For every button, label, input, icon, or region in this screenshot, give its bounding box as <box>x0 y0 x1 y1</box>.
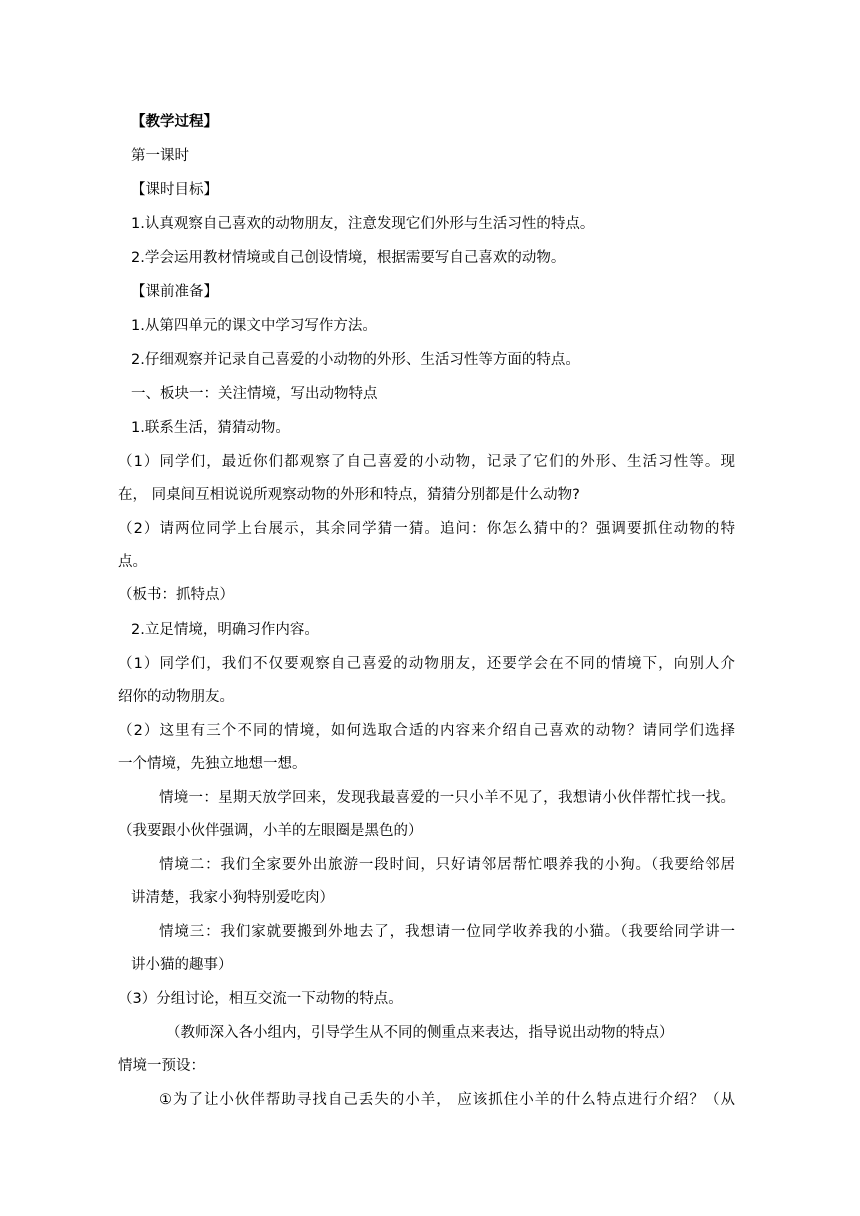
scenario-1-preset-heading: 情境一预设： <box>118 1058 205 1074</box>
teacher-note: （教师深入各小组内，引导学生从不同的侧重点来表达，指导说出动物的特点） <box>166 1025 674 1041</box>
block-one-heading: 一、板块一：关注情境，写出动物特点 <box>131 386 378 402</box>
goal-item-2: 2.学会运用教材情境或自己创设情境，根据需要写自己喜欢的动物。 <box>131 250 566 266</box>
paragraph-line: （3）分组讨论，相互交流一下动物的特点。 <box>118 991 403 1007</box>
step-1-heading: 1.联系生活，猜猜动物。 <box>131 420 290 436</box>
board-note: （板书：抓特点） <box>118 587 234 603</box>
paragraph-line: （2）请两位同学上台展示，其余同学猜一猜。追问：你怎么猜中的？强调要抓住动物的特 <box>118 521 735 537</box>
paragraph-line: （1）同学们，最近你们都观察了自己喜爱的小动物，记录了它们的外形、生活习性等。现 <box>118 454 735 470</box>
scenario-3-line: 情境三：我们家就要搬到外地去了，我想请一位同学收养我的小猫。（我要给同学讲一 <box>159 924 735 940</box>
goal-item-1: 1.认真观察自己喜欢的动物朋友，注意发现它们外形与生活习性的特点。 <box>131 216 595 232</box>
section-heading-goals: 【课时目标】 <box>131 182 218 198</box>
lesson-title: 第一课时 <box>131 148 189 164</box>
paragraph-line: （2）这里有三个不同的情境，如何选取合适的内容来介绍自己喜欢的动物？请同学们选择 <box>118 723 735 739</box>
scenario-1-line: 情境一：星期天放学回来，发现我最喜爱的一只小羊不见了，我想请小伙伴帮忙找一找。 <box>159 790 735 806</box>
paragraph-line: 点。 <box>118 554 147 570</box>
paragraph-line: 绍你的动物朋友。 <box>118 689 234 705</box>
scenario-1-line: （我要跟小伙伴强调，小羊的左眼圈是黑色的） <box>118 823 423 839</box>
scenario-3-line: 讲小猫的趣事） <box>131 957 233 973</box>
paragraph-line: （1）同学们，我们不仅要观察自己喜爱的动物朋友，还要学会在不同的情境下，向别人介 <box>118 656 735 672</box>
paragraph-line: 一个情境，先独立地想一想。 <box>118 756 307 772</box>
preparation-item-2: 2.仔细观察并记录自己喜爱的小动物的外形、生活习性等方面的特点。 <box>131 352 580 368</box>
section-heading-preparation: 【课前准备】 <box>131 284 218 300</box>
paragraph-line: ①为了让小伙伴帮助寻找自己丢失的小羊， 应该抓住小羊的什么特点进行介绍？（从 <box>159 1092 735 1108</box>
section-heading-teaching-process: 【教学过程】 <box>131 114 218 130</box>
paragraph-line: 在， 同桌间互相说说所观察动物的外形和特点，猜猜分别都是什么动物? <box>118 487 580 503</box>
scenario-2-line: 情境二：我们全家要外出旅游一段时间，只好请邻居帮忙喂养我的小狗。（我要给邻居 <box>159 857 735 873</box>
step-2-heading: 2.立足情境，明确习作内容。 <box>131 622 319 638</box>
scenario-2-line: 讲清楚，我家小狗特别爱吃肉） <box>131 890 334 906</box>
preparation-item-1: 1.从第四单元的课文中学习写作方法。 <box>131 318 377 334</box>
